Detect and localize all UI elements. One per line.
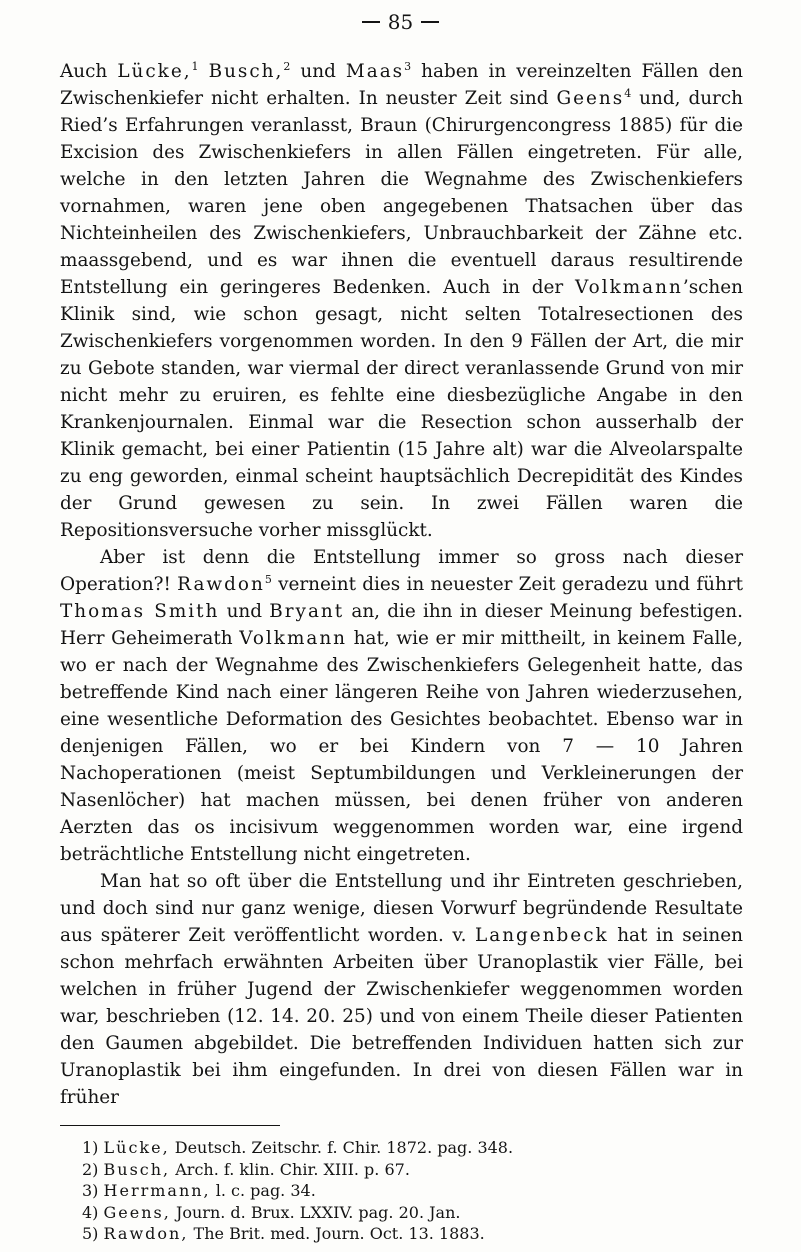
header-dash-left [362,21,380,23]
footnote-ref: 5 [264,573,272,586]
footnote: 5) Rawdon, The Brit. med. Journ. Oct. 13. 1883. [82,1224,485,1243]
footnotes [82,1137,742,1245]
author-name: Langenbeck [475,925,609,946]
author-name: Thomas Smith [60,601,220,622]
paragraph-1: Auch Lücke,$^1$ Busch,$^2$ und Maas$^3$ haben in vereinzelten Fällen den Zwischenkiefer nicht erhalten. In neuster Zeit sind Geens$^4$ und, durch Ried’s Erfahrungen veranlasst, Braun (Chirurgencongress 1885) für die Excision des Zwischenkiefers in allen Fällen eingetreten. Für alle, welche in den letzten Jahren die Wegnahme des Zwischenkiefers vornahmen, waren jene oben angegebenen Thatsachen über das Nichteinheilen des Zwischenkiefers, Unbrauchbarkeit der Zähne etc. maassgebend, und es war ihnen die eventuell daraus resultirende Entstellung ein geringeres Bedenken. Auch in der Volkmann’schen Klinik sind, wie schon gesagt, nicht selten Totalresectionen des Zwischenkiefers vorgenommen worden. In den 9 Fällen der Art, die mir zu Gebote standen, war viermal der direct veranlassende Grund von mir nicht mehr zu eruiren, es fehlte eine diesbezügliche Angabe in den Krankenjournalen. Einmal war die Resection schon ausserhalb der Klinik gemacht, bei einer Patientin (15 Jahre alt) war die Alveolarspalte zu eng geworden, einmal scheint hauptsächlich Decrepidität des Kindes der Grund gewesen zu sein. In zwei Fällen waren die Repositionsversuche vorher missglückt. [60,60,743,541]
footnote-ref: 1 [191,60,199,73]
footnote-ref: 3 [404,60,412,73]
header-dash-right [421,21,439,23]
footnote: 2) Busch, Arch. f. klin. Chir. XIII. p. 67. [82,1159,410,1179]
author-name: Geens [556,88,625,109]
paragraph-3: Man hat so oft über die Entstellung und ihr Eintreten geschrieben, und doch sind nur ganz wenige, diesen Vorwurf begründende Resultate aus späterer Zeit veröffentlicht worden. v. Langenbeck hat in seinen schon mehrfach erwähnten Arbeiten über Uranoplastik vier Fälle, bei welchen in früher Jugend der Zwischenkiefer weggenommen worden war, beschrieben (12. 14. 20. 25) und von einem Theile dieser Patienten den Gaumen abgebildet. Die betreffenden Individuen hatten sich zur Uranoplastik bei ihm eingefunden. In drei von diesen Fällen war in früher [60,871,743,1108]
footnote: 4) Geens, Journ. d. Brux. LXXIV. pag. 20. Jan. [82,1202,461,1222]
author-name: Bryant [269,601,345,622]
page-header [0,10,801,34]
footnote-ref: 4 [624,87,632,100]
footnote: 3) Herrmann, l. c. pag. 34. [82,1181,316,1200]
author-name: Volkmann [239,628,348,649]
page-number: 85 [387,10,414,34]
footnote-ref: 2 [283,60,291,73]
author-name: Volkmann [575,277,683,298]
body-text [60,58,743,1111]
author-name: Busch, [208,61,284,82]
footnote: 1) Lücke, Deutsch. Zeitschr. f. Chir. 1872. pag. 348. [82,1138,514,1157]
author-name: Maas [345,61,405,82]
author-name: Rawdon [177,574,265,595]
footnote-rule [60,1125,280,1126]
paragraph-2: Aber ist denn die Entstellung immer so gross nach dieser Operation?! Rawdon$^5$ verneint dies in neuester Zeit geradezu und führt Thomas Smith und Bryant an, die ihn in dieser Meinung befestigen. Herr Geheimerath Volkmann hat, wie er mir mittheilt, in keinem Falle, wo er nach der Wegnahme des Zwischenkiefers Gelegenheit hatte, das betreffende Kind nach einer längeren Reihe von Jahren wiederzusehen, eine wesentliche Deformation des Gesichtes beobachtet. Ebenso war in denjenigen Fällen, wo er bei Kindern von 7 — 10 Jahren Nachoperationen (meist Septumbildungen und Verkleinerungen der Nasenlöcher) hat machen müssen, bei denen früher von anderen Aerzten das os incisivum weggenommen worden war, eine irgend beträchtliche Entstellung nicht eingetreten. [60,547,743,865]
author-name: Lücke, [117,61,192,82]
